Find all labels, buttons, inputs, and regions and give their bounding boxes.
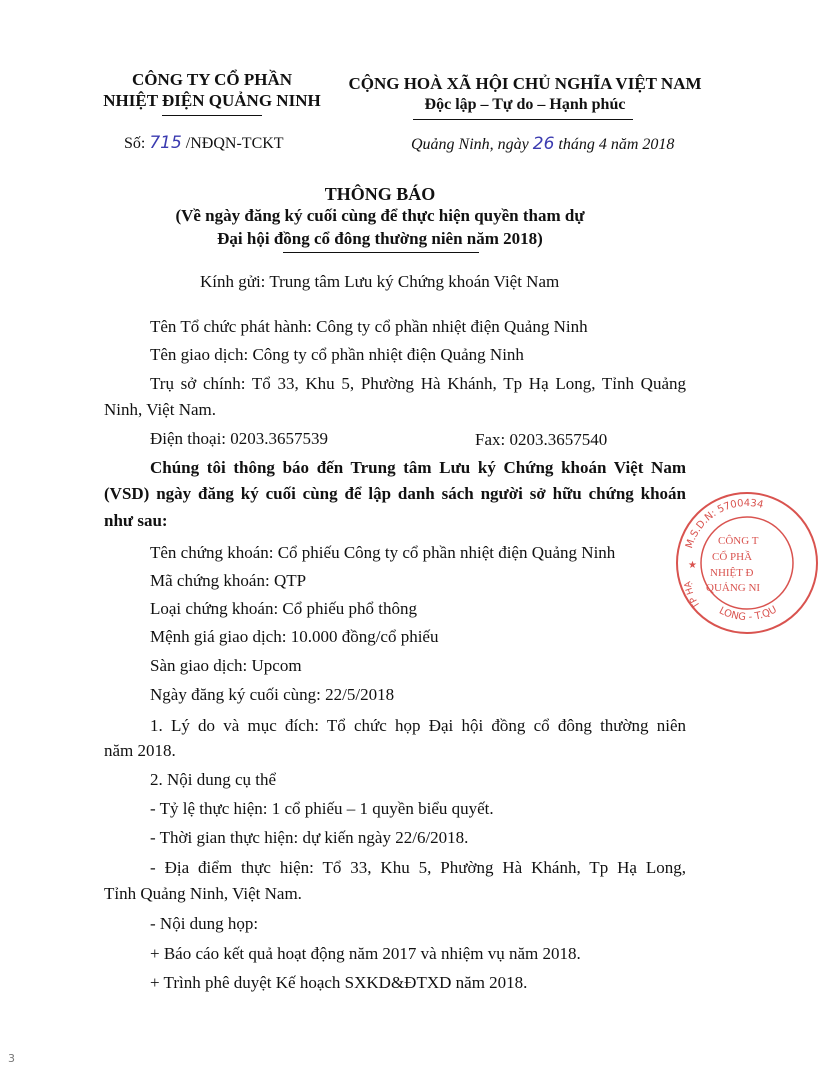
doc-no-handwritten: 715 [149, 133, 182, 153]
section1-line1: 1. Lý do và mục đích: Tổ chức họp Đại hội đồng cổ đông thường niên [150, 716, 686, 735]
issuer-name: Tên Tổ chức phát hành: Công ty cổ phần nhiệt điện Quảng Ninh [150, 317, 588, 336]
security-record-date: Ngày đăng ký cuối cùng: 22/5/2018 [150, 685, 395, 704]
issuer-address-line2: Ninh, Việt Nam. [104, 400, 216, 419]
doc-no-prefix: Số: [124, 135, 146, 152]
section2-place-line1: - Địa điểm thực hiện: Tổ 33, Khu 5, Phường Hà Khánh, Tp Hạ Long, [150, 858, 686, 877]
security-type: Loại chứng khoán: Cổ phiếu phổ thông [150, 599, 418, 618]
notice-title: THÔNG BÁO [324, 184, 436, 204]
notice-line3: như sau: [104, 511, 168, 530]
notice-subtitle-line2: Đại hội đồng cổ đông thường niên năm 2018) [217, 229, 543, 248]
security-code: Mã chứng khoán: QTP [150, 571, 307, 590]
page-mark: 3 [8, 1052, 15, 1065]
section1-line2: năm 2018. [104, 741, 176, 760]
date-day-handwritten: 26 [532, 134, 555, 154]
seal-line4: QUẢNG NI [706, 582, 761, 594]
date-suffix: tháng 4 năm 2018 [558, 136, 675, 153]
seal-line3: NHIỆT Đ [710, 567, 754, 579]
seal-ring-text: M.S.D.N: 5700434 [684, 497, 765, 550]
company-seal [672, 488, 822, 638]
notice-subtitle-line1: (Về ngày đăng ký cuối cùng để thực hiện quyền tham dự [175, 206, 585, 225]
agenda-item-1: + Báo cáo kết quả hoạt động năm 2017 và nhiệm vụ năm 2018. [150, 944, 581, 963]
notice-line2: (VSD) ngày đăng ký cuối cùng để lập danh sách người sở hữu chứng khoán [104, 484, 686, 503]
issuer-fax: Fax: 0203.3657540 [475, 430, 608, 449]
seal-left-text: TP HẠ [683, 580, 703, 610]
document-number [124, 133, 284, 153]
agenda-item-2: + Trình phê duyệt Kế hoạch SXKD&ĐTXD năm 2018. [150, 973, 528, 992]
company-name-line2: NHIỆT ĐIỆN QUẢNG NINH [103, 91, 321, 110]
seal-outer-ring [677, 493, 817, 633]
recipient: Kính gửi: Trung tâm Lưu ký Chứng khoán Việt Nam [200, 272, 560, 291]
nation-motto: Độc lập – Tự do – Hạnh phúc [424, 96, 626, 113]
title-underline [283, 252, 479, 253]
seal-line2: CỔ PHẦ [712, 551, 753, 563]
section2-time: - Thời gian thực hiện: dự kiến ngày 22/6/2018. [150, 828, 469, 847]
date-prefix: Quảng Ninh, ngày [411, 136, 529, 153]
seal-line1: CÔNG T [718, 535, 759, 547]
issuer-phone: Điện thoại: 0203.3657539 [150, 429, 329, 448]
section2-place-line2: Tỉnh Quảng Ninh, Việt Nam. [104, 884, 302, 903]
doc-no-suffix: /NĐQN-TCKT [185, 135, 284, 152]
security-exchange: Sàn giao dịch: Upcom [150, 656, 302, 675]
issuer-trade-name: Tên giao dịch: Công ty cổ phần nhiệt điện Quảng Ninh [150, 345, 524, 364]
security-par-value: Mệnh giá giao dịch: 10.000 đồng/cổ phiếu [150, 627, 439, 646]
security-name: Tên chứng khoán: Cổ phiếu Công ty cổ phần nhiệt điện Quảng Ninh [150, 543, 616, 562]
nation-line1: CỘNG HOÀ XÃ HỘI CHỦ NGHĨA VIỆT NAM [348, 74, 702, 93]
seal-bottom-text: LONG - T.QU [717, 604, 779, 624]
company-name-line1: CÔNG TY CỔ PHẦN [131, 70, 293, 89]
seal-inner-ring [701, 517, 793, 609]
section2-ratio: - Tỷ lệ thực hiện: 1 cổ phiếu – 1 quyền biểu quyết. [150, 799, 494, 818]
motto-underline [413, 119, 633, 120]
document-date [411, 134, 674, 154]
star-icon: ★ [688, 560, 697, 571]
company-underline [162, 115, 262, 116]
issuer-address-line1: Trụ sở chính: Tổ 33, Khu 5, Phường Hà Khánh, Tp Hạ Long, Tỉnh Quảng [150, 374, 686, 393]
section2-heading: 2. Nội dung cụ thể [150, 770, 277, 789]
notice-line1: Chúng tôi thông báo đến Trung tâm Lưu ký Chứng khoán Việt Nam [150, 458, 686, 477]
section2-agenda-heading: - Nội dung họp: [150, 914, 259, 933]
